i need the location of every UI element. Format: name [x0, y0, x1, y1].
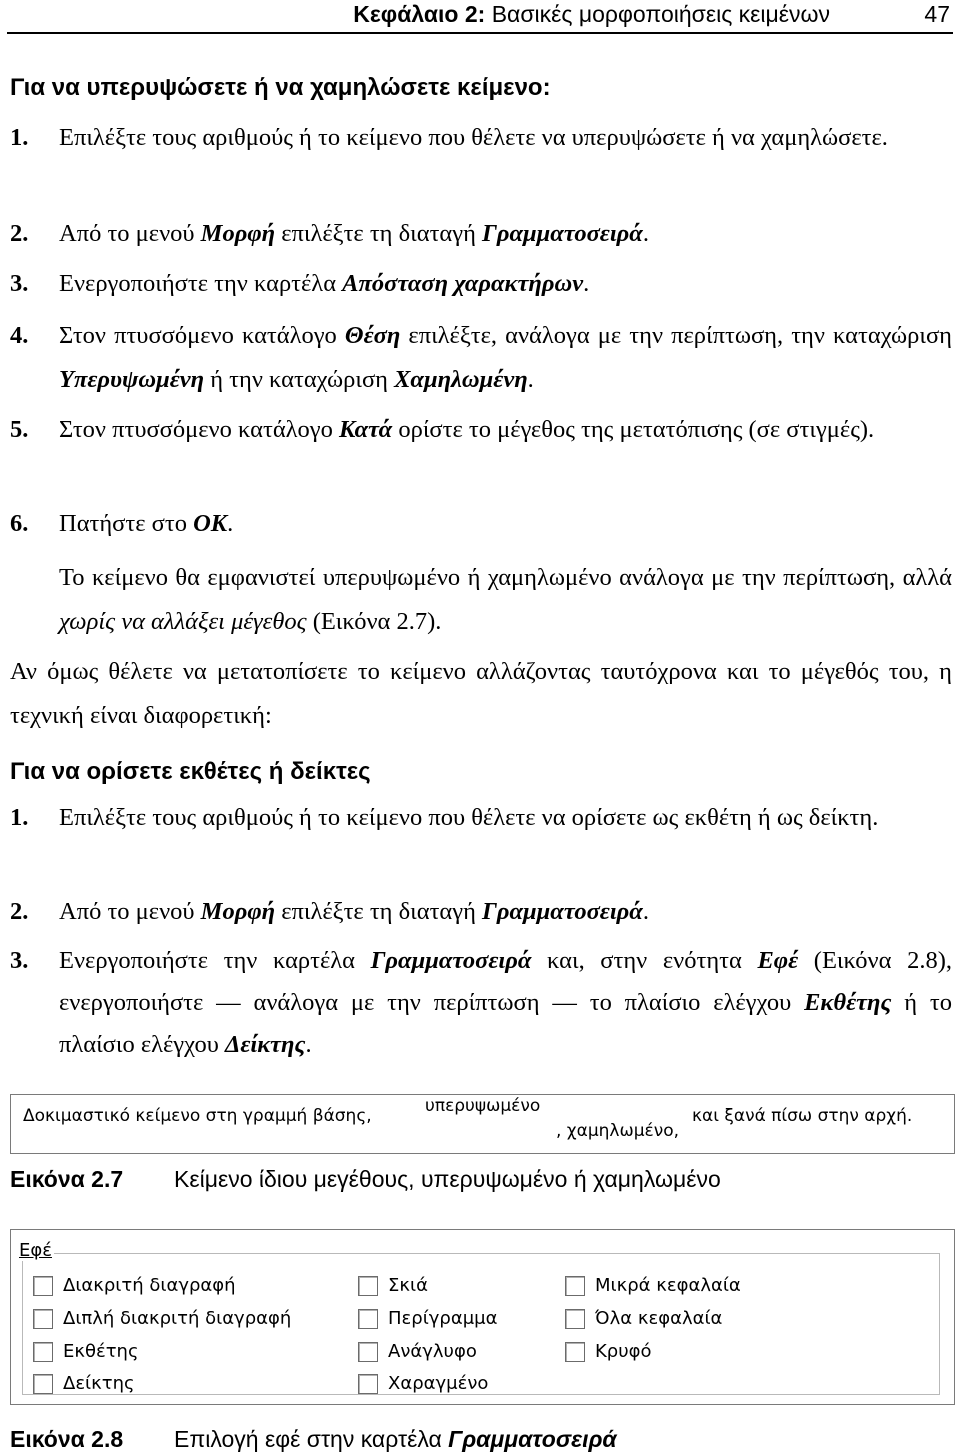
text-run: (Εικόνα 2.7). [306, 608, 442, 635]
step-5 [10, 408, 952, 452]
list-name: Κατά [338, 416, 393, 443]
checkbox-label[interactable]: Χαραγμένο [388, 1373, 489, 1394]
text-run: Το κείμενο θα εμφανιστεί υπερυψωμένο ή χαμηλωμένο ανάλογα με την περίπτωση, αλλά [59, 564, 952, 591]
figure-2-7-sample [10, 1094, 955, 1154]
step-1 [10, 116, 952, 160]
checkbox-label[interactable]: Περίγραμμα [388, 1308, 498, 1329]
text-run: . [642, 898, 649, 925]
step-number: 6. [10, 510, 29, 537]
step-2 [10, 890, 952, 934]
checkbox-label[interactable]: Ανάγλυφο [388, 1341, 477, 1362]
page-number: 47 [924, 1, 950, 27]
text-run: (Εικόνα 2.8), ενεργοποιήστε — ανάλογα με την περίπτωση — το πλαίσιο ελέγχου [59, 947, 952, 1016]
checkbox-name: Δείκτης [224, 1031, 306, 1058]
text-run: . [527, 366, 534, 393]
checkbox-box[interactable] [565, 1276, 585, 1296]
result-note [59, 556, 952, 644]
text-run: . [642, 220, 649, 247]
tab-name: Απόσταση χαρακτήρων [342, 270, 584, 297]
step-text [59, 408, 952, 452]
step-1 [10, 796, 952, 840]
checkbox-box[interactable] [358, 1342, 378, 1362]
text-run: και, στην ενότητα [531, 947, 758, 974]
step-number: 3. [10, 270, 29, 297]
step-4 [10, 314, 952, 402]
caption-label: Εικόνα 2.8 [10, 1426, 124, 1452]
step-6 [10, 502, 952, 546]
checkbox-name: Εκθέτης [804, 989, 892, 1016]
step-text: Επιλέξτε τους αριθμούς ή το κείμενο που θέλετε να ορίσετε ως εκθέτη ή ως δείκτη. [59, 804, 879, 831]
figure-2-7-caption [10, 1166, 721, 1193]
effects-group-title [17, 1240, 54, 1261]
step-number: 4. [10, 322, 29, 349]
checkbox-box[interactable] [33, 1276, 53, 1296]
running-head [0, 0, 960, 34]
caption-text: Κείμενο ίδιου μεγέθους, υπερυψωμένο ή χαμηλωμένο [174, 1166, 721, 1192]
checkbox-label[interactable]: Κρυφό [595, 1341, 652, 1362]
text-run: Ενεργοποιήστε την καρτέλα [59, 947, 371, 974]
menu-name: Μορφή [200, 898, 276, 925]
step-3 [10, 940, 952, 1066]
emphasis: χωρίς να αλλάξει μέγεθος [59, 608, 307, 635]
checkbox-box[interactable] [33, 1374, 53, 1394]
step-text [59, 502, 952, 546]
group-title-text: Εφέ [19, 1240, 52, 1261]
checkbox-label[interactable]: Δείκτης [63, 1373, 135, 1394]
text-run: ή την καταχώριση [204, 366, 395, 393]
text-run: επιλέξτε τη διαταγή [275, 898, 483, 925]
chapter-title [353, 1, 830, 28]
text-run: . [227, 510, 234, 537]
text-run: ορίστε το μέγεθος της μετατόπισης (σε στιγμές). [392, 416, 875, 443]
text-run: . [305, 1031, 312, 1058]
text-run: Στον πτυσσόμενο κατάλογο [59, 416, 339, 443]
checkbox-box[interactable] [565, 1342, 585, 1362]
text-run: Πατήστε στο [59, 510, 194, 537]
checkbox-box[interactable] [33, 1309, 53, 1329]
step-text [59, 890, 952, 934]
option-name: Υπερυψωμένη [59, 366, 205, 393]
step-text [59, 940, 952, 1066]
menu-name: Μορφή [200, 220, 276, 247]
text-run: Από το μενού [59, 898, 201, 925]
text-run: Ενεργοποιήστε την καρτέλα [59, 270, 343, 297]
checkbox-label[interactable]: Εκθέτης [63, 1341, 139, 1362]
step-text [59, 314, 952, 402]
intro-paragraph: Αν όμως θέλετε να μετατοπίσετε το κείμενο αλλάζοντας ταυτόχρονα και το μέγεθός του, η τεχνική είναι διαφορετική: [10, 658, 952, 729]
step-number: 5. [10, 416, 29, 443]
chapter-name: Βασικές μορφοποιήσεις κειμένων [491, 1, 830, 27]
caption-emphasis: Γραμματοσειρά [448, 1426, 617, 1452]
step-number: 3. [10, 947, 29, 974]
caption-text: Επιλογή εφέ στην καρτέλα [174, 1426, 449, 1452]
step-text [59, 212, 952, 256]
checkbox-label[interactable]: Διακριτή διαγραφή [63, 1275, 236, 1296]
caption-label: Εικόνα 2.7 [10, 1166, 124, 1192]
step-text [59, 262, 952, 306]
baseline-tail-text: και ξανά πίσω στην αρχή. [692, 1106, 913, 1126]
checkbox-box[interactable] [33, 1342, 53, 1362]
header-rule [7, 32, 953, 34]
step-number: 1. [10, 124, 29, 151]
section-heading-super-subscript: Για να ορίσετε εκθέτες ή δείκτες [10, 758, 371, 785]
checkbox-box[interactable] [358, 1374, 378, 1394]
lowered-text: , χαμηλωμένο, [556, 1121, 680, 1141]
text-run: επιλέξτε τη διαταγή [275, 220, 483, 247]
figure-2-8-caption [10, 1426, 617, 1453]
step-3 [10, 262, 952, 306]
figure-2-8-effects-dialog [10, 1229, 955, 1405]
command-name: Γραμματοσειρά [482, 220, 643, 247]
step-number: 2. [10, 898, 29, 925]
raised-text: υπερυψωμένο [425, 1096, 541, 1116]
option-name: Χαμηλωμένη [394, 366, 528, 393]
tab-name: Γραμματοσειρά [370, 947, 532, 974]
checkbox-box[interactable] [358, 1309, 378, 1329]
checkbox-label[interactable]: Διπλή διακριτή διαγραφή [63, 1308, 292, 1329]
step-2 [10, 212, 952, 256]
checkbox-label[interactable]: Όλα κεφαλαία [595, 1308, 723, 1329]
section-heading-raise-lower: Για να υπερυψώσετε ή να χαμηλώσετε κείμενο: [10, 74, 551, 101]
checkbox-label[interactable]: Σκιά [388, 1275, 428, 1296]
text-run: επιλέξτε, ανάλογα με την περίπτωση, την καταχώριση [400, 322, 952, 349]
text-run: Από το μενού [59, 220, 201, 247]
list-name: Θέση [344, 322, 401, 349]
step-number: 1. [10, 804, 29, 831]
text-run: Στον πτυσσόμενο κατάλογο [59, 322, 345, 349]
chapter-label: Κεφάλαιο 2: [353, 1, 486, 27]
command-name: Γραμματοσειρά [482, 898, 643, 925]
checkbox-box[interactable] [358, 1276, 378, 1296]
step-number: 2. [10, 220, 29, 247]
checkbox-box[interactable] [565, 1309, 585, 1329]
text-run: . [583, 270, 590, 297]
button-name: OK [193, 510, 228, 537]
step-text: Επιλέξτε τους αριθμούς ή το κείμενο που θέλετε να υπερυψώσετε ή να χαμηλώσετε. [59, 124, 888, 151]
checkbox-label[interactable]: Μικρά κεφαλαία [595, 1275, 741, 1296]
section-name: Εφέ [757, 947, 799, 974]
baseline-text: Δοκιμαστικό κείμενο στη γραμμή βάσης, [23, 1106, 372, 1126]
text-run: ή το πλαίσιο ελέγχου [59, 989, 952, 1058]
